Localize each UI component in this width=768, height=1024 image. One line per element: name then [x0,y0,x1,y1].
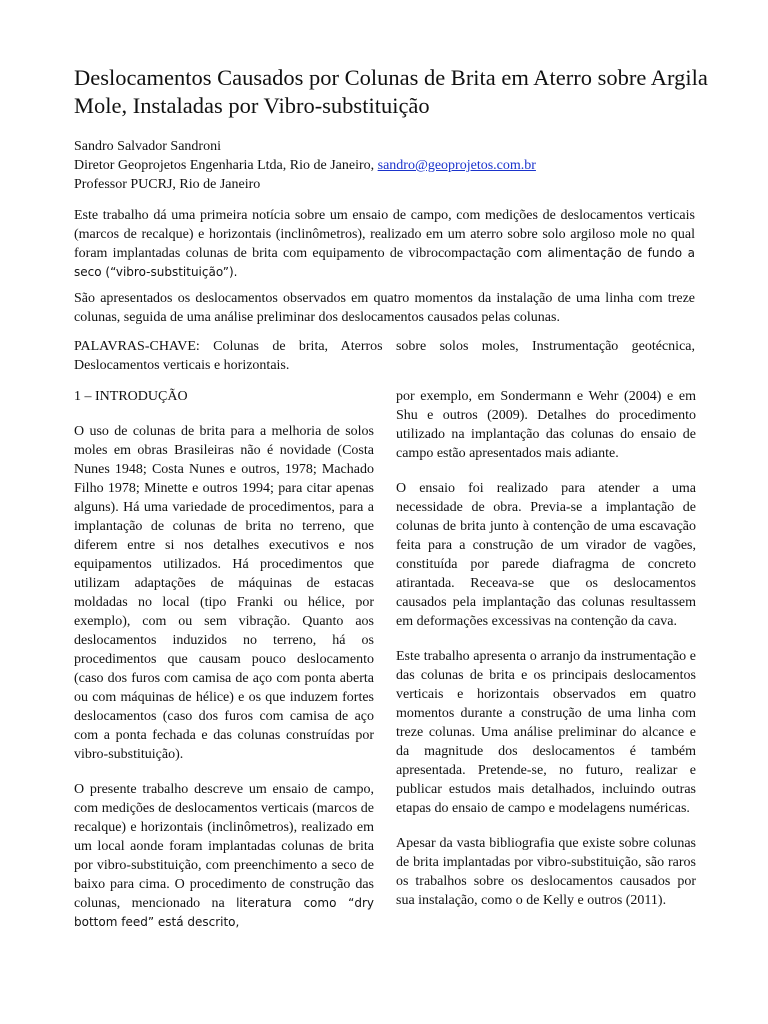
intro-paragraph-5: Apesar da vasta bibliografia que existe sobre colunas de brita implantadas por vibro-substituição, são raros os trabalhos sobre os deslocamentos causados por sua instalação, como o de Kelly e outros (2011). [396,836,696,908]
intro-paragraph-2-continued: por exemplo, em Sondermann e Wehr (2004) e em Shu e outros (2009). Detalhes do procedimento utilizado na implantação das colunas do ensaio de campo estão apresentados mais adiante. [396,389,696,461]
abstract-text-sans: com alimentação de fundo a seco (“vibro-substituição”). [74,246,696,279]
intro-paragraph-3: O ensaio foi realizado para atender a uma necessidade de obra. Previa-se a implantação de colunas de brita junto à contenção de uma escavação feita para a construção de um virador de vagões, constituída por parede diafragma de concreto atirantada. Receava-se que os deslocamentos causados pela implantação das colunas resultassem em deformações excessivas na contenção da cava. [396,481,696,629]
intro-paragraph-2 [74,780,374,932]
intro-paragraph-4: Este trabalho apresenta o arranjo da instrumentação e das colunas de brita e os principais deslocamentos verticais e horizontais observados em quatro momentos durante a construção de uma linha com treze colunas. Uma análise preliminar do alcance e da magnitude dos deslocamentos é também apresentada. Pretende-se, no futuro, realizar e publicar estudos mais detalhados, incluindo outras etapas do ensaio de campo e modelagens numéricas. [396,649,696,816]
paper-title: Deslocamentos Causados por Colunas de Brita em Aterro sobre Argila Mole, Instaladas por Vibro-substituição [74,65,708,118]
abstract-paragraph-1 [74,206,695,282]
affiliation-text: Diretor Geoprojetos Engenharia Ltda, Rio de Janeiro, [74,158,378,173]
author-affiliation-2: Professor PUCRJ, Rio de Janeiro [74,177,261,192]
left-column [74,387,374,948]
intro-text-sans: literatura como “dry bottom feed” está descrito, [74,896,374,929]
author-name: Sandro Salvador Sandroni [74,139,221,154]
section-heading-introduction: 1 – INTRODUÇÃO [74,389,188,404]
intro-text: O presente trabalho descreve um ensaio de campo, com medições de deslocamentos verticais (marcos de recalque) e horizontais (inclinômetros), realizado em um local aonde foram implantadas colunas de brita por vibro-substituição, com preenchimento a seco de baixo para cima. O procedimento de construção das colunas, mencionado na [74,782,374,911]
right-column [396,387,696,926]
author-affiliation-1 [74,156,714,175]
abstract-paragraph-2: São apresentados os deslocamentos observados em quatro momentos da instalação de uma linha com treze colunas, seguida de uma análise preliminar dos deslocamentos causados pelas colunas. [74,291,695,325]
keywords: PALAVRAS-CHAVE: Colunas de brita, Aterros sobre solos moles, Instrumentação geotécnica, Deslocamentos verticais e horizontais. [74,339,695,373]
intro-paragraph-1: O uso de colunas de brita para a melhoria de solos moles em obras Brasileiras não é novidade (Costa Nunes 1948; Costa Nunes e outros, 1978; Machado Filho 1978; Minette e outros 1994; para citar apenas alguns). Há uma variedade de procedimentos, para a implantação de colunas de brita no terreno, que diferem entre si nos detalhes executivos e nos equipamentos utilizados. Há procedimentos que utilizam adaptações de máquinas de estacas moldadas no local (tipo Franki ou hélice, por exemplo), com ou sem vibração. Quanto aos deslocamentos induzidos no terreno, há os procedimentos que causam pouco deslocamento (caso dos furos com camisa de aço com ponta aberta ou com máquinas de hélice) e os que induzem fortes deslocamentos (caso dos furos com camisa de aço com a ponta fechada e das colunas construídas por vibro-substituição). [74,424,374,762]
author-email-link[interactable]: sandro@geoprojetos.com.br [377,158,536,173]
abstract-text: Este trabalho dá uma primeira notícia sobre um ensaio de campo, com medições de deslocamentos verticais (marcos de recalque) e horizontais (inclinômetros), realizado em um aterro sobre solo argiloso mole no qual foram implantadas colunas de brita com equipamento de vibrocompactação [74,208,695,261]
author-block [74,137,714,194]
